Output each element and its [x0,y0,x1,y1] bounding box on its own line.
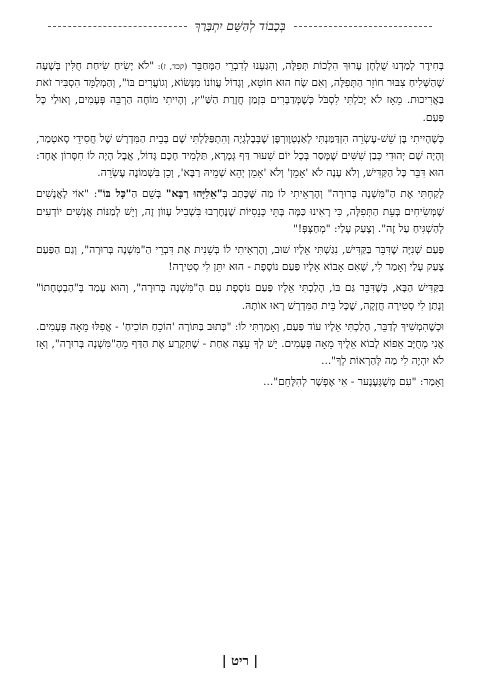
header-rule-left [48,26,187,27]
header-rule-right [294,26,433,27]
text-segment: "לֹא יָשִׂיחַ שִׂיחַת חֻלִּין בְּשָׁעָה שֶׁהַשְּׁלִיחַ צִבּוּר חוֹזֵר הַתְּפִלָּה, וְאִם שָׂח הוּא חוֹטֵא, וְגָדוֹל עֲווֹנוֹ מִנְּשׂוֹא, וְגוֹעֲרִים בּוֹ", וְהַמְלַמֵּד הִסְבִּיר זֹאת בַּאֲרִיכוּת. מֵאָז לֹא יָכֹלְתִּי לִסְבֹּל כְּשֶׁמְּדַבְּרִים בִּזְמַן חֲזָרַת הַשַּׁ"ץ, וְהָיִיתִי מוֹחֶה הַרְבֵּה פְּעָמִים, וְאוּלַי כָּל פַּעַם. [36,60,444,124]
emphasized-text: "כָּל בּוֹ" [97,188,132,201]
header-title: בְּכָבוֹד לְהַשֵּׁם יִתְבָּרַךְ [194,18,286,33]
source-reference: (קכד, ז): [154,62,188,71]
paragraph [36,374,444,391]
paragraph [36,58,444,127]
text-segment: בַּקַּדִּישׁ הַבָּא, כְּשֶׁדִּבֵּר גַּם בּוֹ, הָלַכְתִּי אֵלָיו פַּעַם נוֹסֶפֶת עִם הַ"מִּשְׁנָה בְּרוּרָה", וְהוּא עָמַד בְּ"הַבְטָחָתוֹ" וְנָתַן לִי סְטִירָה חֲזָקָה, שֶׁכָּל בֵּית הַמִּדְרָשׁ רָאוּ אוֹתָהּ. [36,282,444,312]
paragraph [36,242,444,276]
text-segment: : "אוֹי לָאֲנָשִׁים שֶׁמְּשִׂיחִים בְּעֵת הַתְּפִלָּה, כִּי רָאִינוּ כַּמָּה בָּתֵּי כְּנֵסִיּוֹת שֶׁנֶּחֶרְבוּ בִּשְׁבִיל עָווֹן זֶה, וְיֵשׁ לְמַנּוֹת אֲנָשִׁים יוֹדְעִים לְהַשְׁגִּיחַ עַל זֶה". וְצָעַק עָלַי: "מְחַצְּפְּ!" [36,188,444,235]
page-number: | ריט | [221,654,259,669]
paragraph [36,186,444,238]
running-header [40,16,440,36]
paragraph [36,131,444,183]
text-segment: וּכְשֶׁהִמְשִׁיךְ לְדַבֵּר, הָלַכְתִּי אֵלָיו עוֹד פַּעַם, וְאָמַרְתִּי לוֹ: "כָּתוּב בַּתּוֹרָה 'הוֹכֵחַ תּוֹכִיחַ' - אֲפִלּוּ מֵאָה פְּעָמִים. אֲנִי מְחֻיָּב אֵפוֹא לָבוֹא אֵלֶיךָ מֵאָה פְּעָמִים. יֵשׁ לְךָ עֵצָה אַחַת - שֶׁתִּקְרַע אֶת הַדַּף מֵהַ"מִּשְׁנָה בְּרוּרָה", וְאָז לֹא יִהְיֶה לִי מַה לְּהַרְאוֹת לְךָ"... [36,320,444,368]
paragraph [36,280,444,314]
text-segment: כְּשֶׁהָיִיתִי בֶּן שֵׁשׁ-עֶשְׂרֵה הִזְדַּמַּנְתִּי לְאַנְטְוֶורְפֶּן שֶׁבְּבֶלְגְיָה וְהִתְפַּלַּלְתִּי שָׁם בְּבֵית הַמִּדְרָשׁ שֶׁל חֲסִידֵי סָאטְמַר, וְהָיָה שָׁם יְהוּדִי כְּבַן שִׁשִּׁים שֶׁמָּסַר בְּכָל יוֹם שִׁעוּר דַּף גְּמָרָא, תַּלְמִיד חָכָם גָּדוֹל, אֲבָל הָיָה לוֹ חִסָּרוֹן אֶחָד: הוּא דִּבֵּר כָּל הַקַּדִּישׁ, וְלֹא עָנָה לֹא 'אָמֵן' וְלֹא 'אָמֵן יְהֵא שְׁמֵיהּ רַבָּא', וְכֵן בִּשְׁמוֹנֶה עֶשְׂרֵה. [36,132,444,180]
text-segment: וְאָמַר: "עִם מְשֻׁגְּעֶנֶער - אִי אֶפְשָׁר לְהִלָּחֵם"... [263,376,444,389]
text-segment: לָקַחְתִּי אֶת הַ"מִּשְׁנָה בְּרוּרָה" וְהֶרְאֵיתִי לוֹ מַה שֶּׁכָּתַב בְּ [222,188,444,201]
text-segment: פַּעַם שְׁנִיָּה שֶׁדִּבֵּר בַּקַּדִּישׁ, נִגַּשְׁתִּי אֵלָיו שׁוּב, וְהֶרְאֵיתִי לוֹ בְּשֵׁנִית אֶת דִּבְרֵי הַ"מִּשְׁנָה בְּרוּרָה", וְגַם הַפַּעַם צָעַק עָלַי וְאָמַר לִי, שֶׁאִם אָבוֹא אֵלָיו פַּעַם נוֹסֶפֶת - הוּא יִתֵּן לִי סְטִירָה! [36,244,444,274]
text-segment: בְּשֵׁם הַ [131,188,166,201]
paragraph [36,319,444,371]
text-segment: בְּחִידֶר לְמַדְנוּ שֻׁלְחָן עָרוּךְ הִלְכוֹת תְּפִלָּה, וְהִגַּעְנוּ לְדִבְרֵי הַמְּחַבֵּר [187,60,444,72]
main-text [36,58,444,396]
emphasized-text: "אֵלִיָּהוּ רַבָּא" [165,188,223,201]
